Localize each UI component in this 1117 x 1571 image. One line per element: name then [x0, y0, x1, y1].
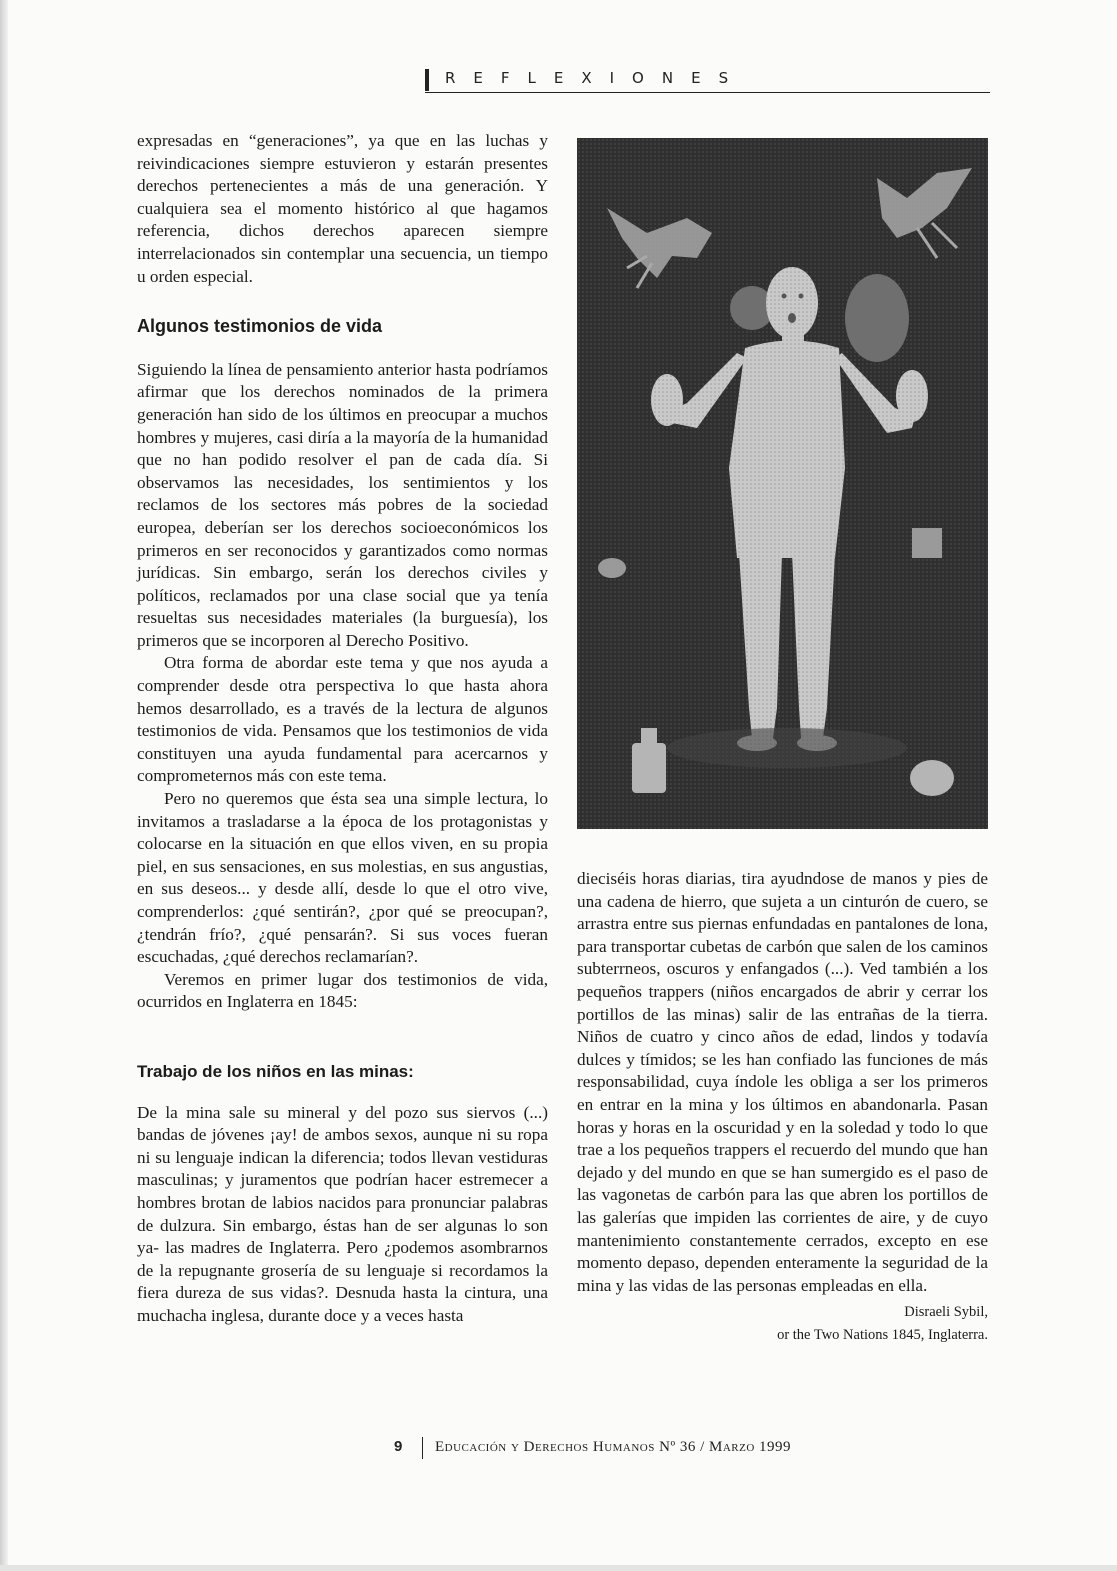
painting-illustration: [577, 138, 988, 829]
page-footer: [394, 1437, 791, 1461]
page-bottom-edge: [0, 1565, 1117, 1571]
section-heading: Algunos testimonios de vida: [137, 316, 383, 337]
page-binding-edge: [0, 0, 8, 1571]
section-header: [425, 66, 990, 93]
section-title: REFLEXIONES: [445, 69, 747, 87]
body-paragraph-4: Veremos en primer lugar dos testimonios de vida, ocurridos en Inglaterra en 1845:: [137, 969, 548, 1012]
body-paragraph-1: Siguiendo la línea de pensamiento anterior hasta podríamos afirmar que los derechos nominados de la primera generación han sido de los últimos en preocupar a muchos hombres y mujeres, casi diría a la mayoría de la humanidad que no han podido resolver el pan de cada día. Si observamos las necesidades, los sentimientos y los reclamos de los sectores más pobres de la sociedad europea, deberían ser los derechos socioeconómicos los primeros en ser reconocidos y garantizados como normas jurídicas. Sin embargo, serán los derechos civiles y políticos, reclamados por una clase social que ya tenía resueltas sus necesidades materiales (la burguesía), los primeros que se incorporen al Derecho Positivo.: [137, 359, 548, 650]
body-paragraph-2: Otra forma de abordar este tema y que nos ayuda a comprender desde otra perspectiva lo que hasta ahora hemos desarrollado, es a través de la lectura de algunos testimonios de vida. Pensamos que los testimonios de vida constituyen una ayuda fundamental para acercarnos y comprometernos más con este tema.: [137, 653, 548, 786]
quote-attribution: [577, 1301, 988, 1347]
section-header-bar: [425, 69, 429, 91]
left-column: [137, 130, 548, 1328]
page-number: 9: [394, 1438, 403, 1456]
quote-paragraph-start: De la mina sale su mineral y del pozo sus siervos (...) bandas de jóvenes ¡ay! de ambos sexos, aunque ni su ropa ni su lenguaje indican la diferencia; todos llevan vestiduras masculinas; y juramentos que podrían hacer estremecer a hombres brotan de labios nacidos para pronunciar palabras de dulzura. Sin embargo, éstas han de ser algunas lo son ya- las madres de Inglaterra. Pero ¿podemos asombrarnos de la repugnante grosería de su lenguaje si recordamos la fiera dureza de sus vidas?. Desnuda hasta la cintura, una muchacha inglesa, durante doce y a veces hasta: [137, 1102, 548, 1325]
quote-paragraph-continued: dieciséis horas diarias, tira ayudndose de manos y pies de una cadena de hierro, que sujeta a un cinturón de cuero, se arrastra entre sus piernas enfundadas en pantalones de lona, para transportar cubetas de carbón que salen de los caminos subterrneos, oscuros y enfangados (...). Ved también a los pequeños trappers (niños encargados de abrir y cerrar los portillos de las minas) salir de las entrañas de la tierra. Niños de cuatro y cinco años de edad, lindos y todavía dulces y tímidos; se les han confiado las funciones de más responsabilidad, cuya índole les obliga a ser los primeros en entrar en la mina y los últimos en abandonarla. Pasan horas y horas en la oscuridad y en la soledad y todo lo que trae a los pequeños trappers el recuerdo del mundo que han dejado y del mundo en que se han sumergido es el paso de las vagonetas de carbón para las que abren los portillos de las galerías que impiden las corrientes de aire, y de cuyo mantenimiento constantemente cerrados, excepto en ese momento depaso, dependen enteramente la seguridad de la mina y las vidas de las personas empleadas en ella.: [577, 869, 988, 1295]
right-column: [577, 868, 988, 1347]
body-paragraph-3: Pero no queremos que ésta sea una simple lectura, lo invitamos a trasladarse a la época de los protagonistas y colocarse en la situación en que ellos viven, en su propia piel, en sus sensaciones, en sus molestias, en sus angustias, en sus deseos... y desde allí, desde lo que el otro vive, comprenderlos: ¿qué sentirán?, ¿por qué se preocupan?, ¿tendrán frío?, ¿qué pensarán?. Si sus voces fueran escuchadas, ¿qué derechos reclamarían?.: [137, 789, 548, 967]
painting-figure-with-birds-icon: [577, 138, 988, 829]
attribution-source: or the Two Nations 1845, Inglaterra.: [777, 1327, 988, 1344]
footer-separator: [422, 1437, 423, 1459]
attribution-author: Disraeli Sybil,: [904, 1304, 988, 1321]
subsection-heading: Trabajo de los niños en las minas:: [137, 1061, 414, 1081]
intro-paragraph: expresadas en “generaciones”, ya que en las luchas y reivindicaciones siempre estuvieron y estarán presentes derechos pertenecientes a más de una generación. Y cualquiera sea el momento histórico al que hagamos referencia, dichos derechos aparecen siempre interrelacionados sin contemplar una secuencia, un tiempo u orden especial.: [137, 131, 548, 286]
publication-info: Educación y Derechos Humanos Nº 36 / Marzo 1999: [435, 1439, 792, 1456]
